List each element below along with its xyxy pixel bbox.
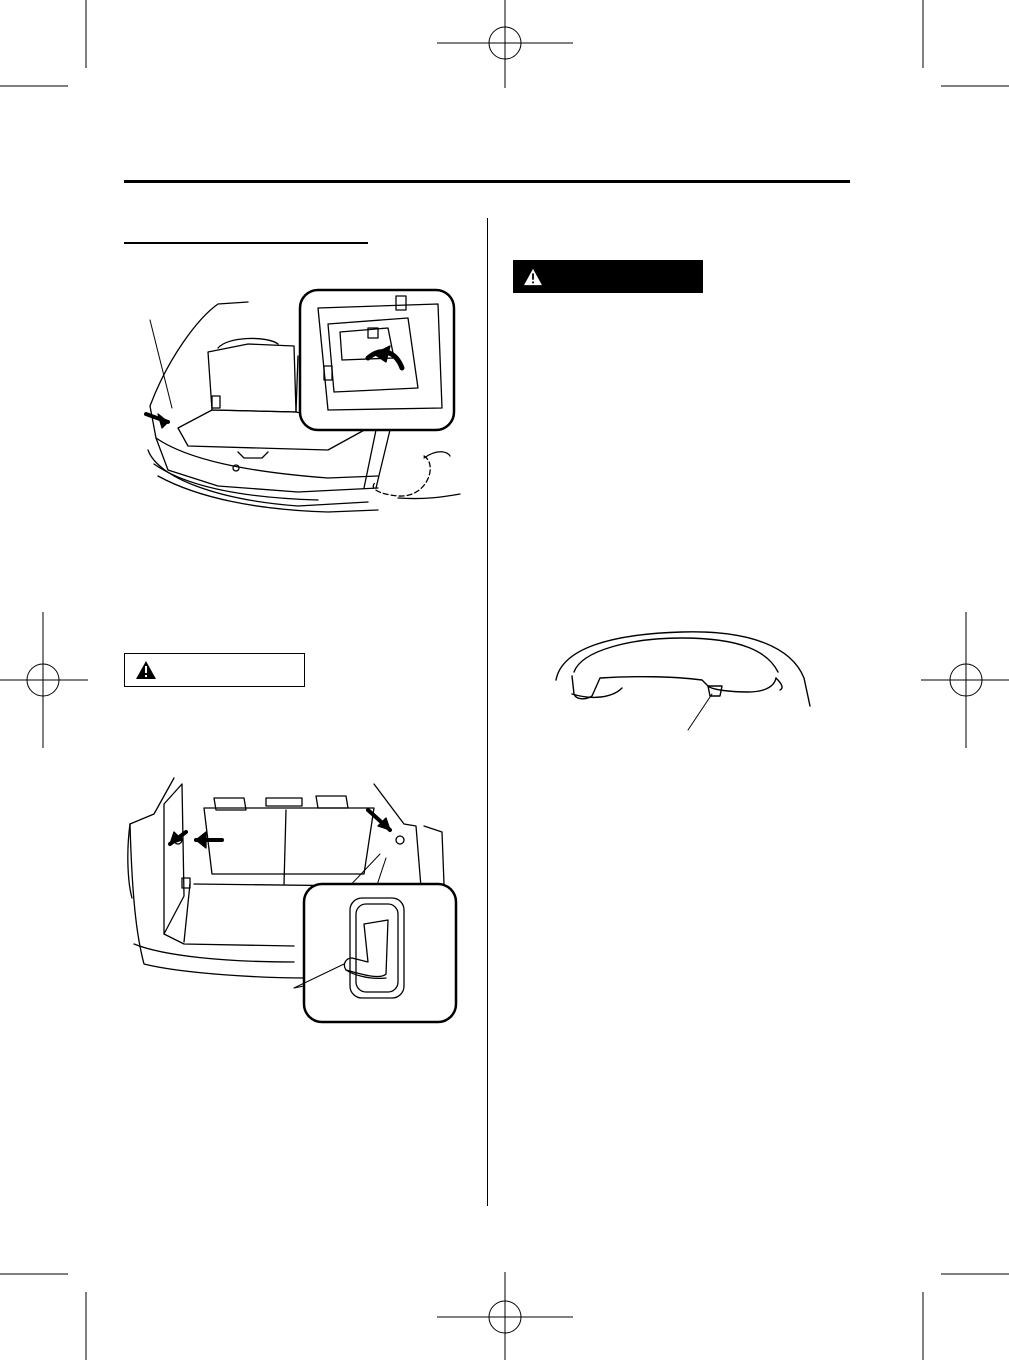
assist-grip-illustration xyxy=(552,628,814,736)
cargo-hooks-illustration xyxy=(124,774,460,1030)
exclamation-triangle-icon xyxy=(135,660,157,680)
exclamation-triangle-icon xyxy=(523,268,543,286)
warning-box-left xyxy=(124,653,305,687)
cargo-floor-illustration xyxy=(128,288,460,524)
section-heading-underline xyxy=(124,242,368,244)
header-rule xyxy=(124,180,850,183)
warning-box-right xyxy=(513,260,703,293)
column-divider xyxy=(487,218,488,1206)
